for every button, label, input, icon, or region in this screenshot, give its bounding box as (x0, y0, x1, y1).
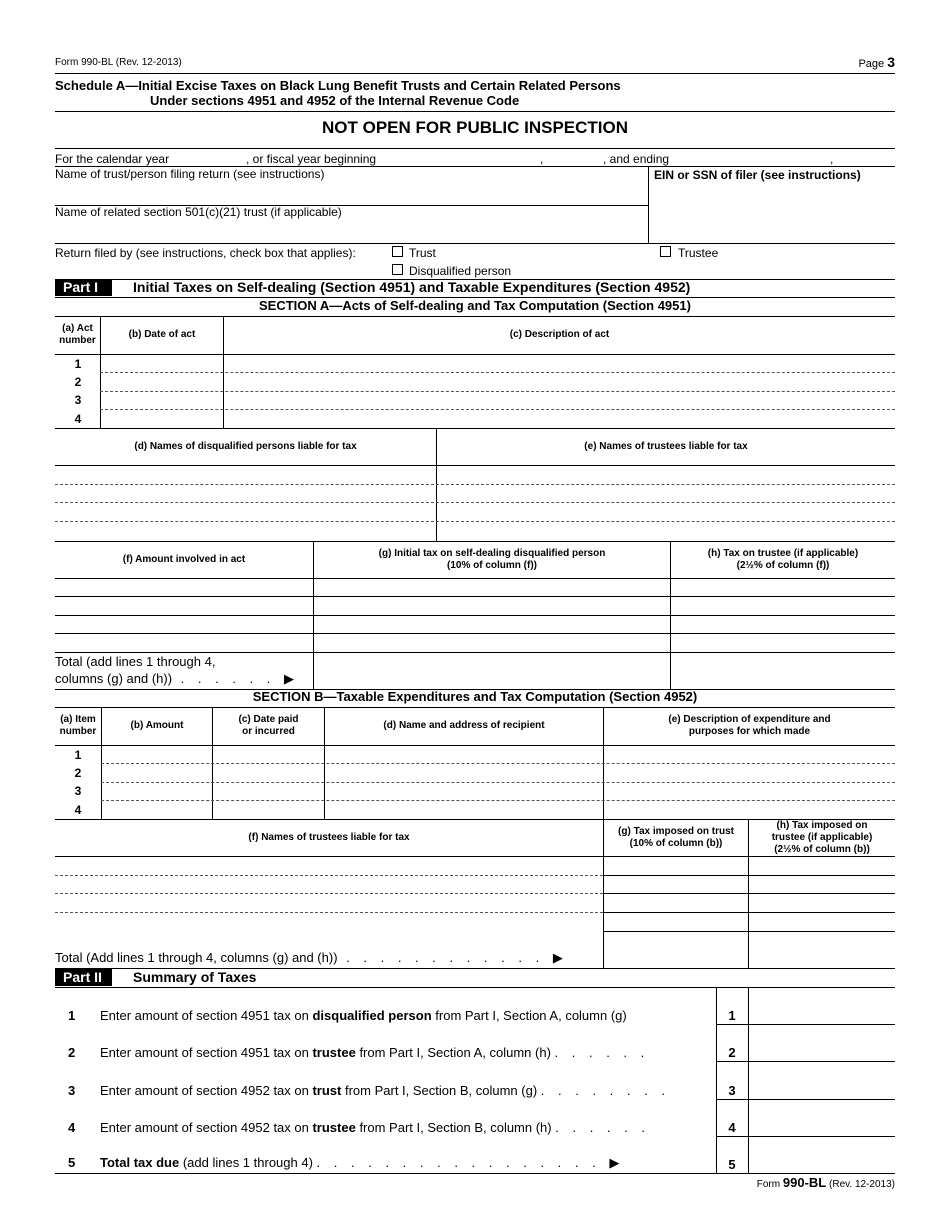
sb-col-b-header: (b) Amount (130, 720, 184, 731)
p2-line-1-bold: disqualified person (312, 1008, 432, 1023)
sa-col-h-line2: (2½% of column (f)) (736, 559, 830, 571)
trust-option-label: Trust (409, 246, 436, 260)
page-indicator (858, 54, 895, 70)
fiscal-begin-year-input[interactable] (548, 152, 600, 166)
part1-tag: Part I (55, 279, 112, 296)
footer-form-id (757, 1175, 895, 1190)
form-revision: Form 990-BL (Rev. 12-2013) (55, 57, 182, 68)
sb-total-text: Total (Add lines 1 through 4, columns (g) and (h)) (55, 950, 338, 965)
sa-col-a-header: (a) Act number (59, 323, 96, 346)
sb-total-g-input[interactable] (607, 936, 744, 964)
p2-line-1-input[interactable] (752, 992, 891, 1020)
arrow-right-icon: ▶ (552, 950, 563, 965)
comma-2: , (830, 152, 834, 166)
sa-total-line1: Total (add lines 1 through 4, (55, 654, 216, 669)
p2-line-4-post: from Part I, Section B, column (h) (355, 1120, 552, 1135)
not-open-notice: NOT OPEN FOR PUBLIC INSPECTION (321, 118, 629, 137)
p2-line-2 (100, 1045, 649, 1060)
p2-line-5-bold: Total tax due (100, 1155, 180, 1170)
and-ending-label: , and ending (603, 152, 670, 166)
related-trust-input[interactable] (58, 222, 643, 240)
sb-total-h-input[interactable] (752, 936, 891, 964)
fiscal-begin-input[interactable] (384, 152, 534, 166)
schedule-title: Schedule A—Initial Excise Taxes on Black Lung Benefit Trusts and Certain Related Persons (55, 78, 621, 93)
filer-name-label: Name of trust/person filing return (see instructions) (55, 167, 325, 181)
sb-row-num: 4 (74, 803, 82, 817)
p2-line-4 (100, 1120, 650, 1135)
p2-line-num: 5 (68, 1155, 76, 1170)
trustee-option-label: Trustee (678, 246, 719, 260)
part1-title: Initial Taxes on Self-dealing (Section 4951) and Taxable Expenditures (Section 4952) (133, 279, 691, 295)
p2-line-num: 2 (68, 1045, 76, 1060)
p2-box-num: 2 (728, 1045, 736, 1060)
sb-col-e-header: (e) Description of expenditure and purposes for which made (668, 714, 831, 737)
sa-col-h-line1: (h) Tax on trustee (if applicable) (707, 547, 859, 559)
p2-box-num: 3 (728, 1083, 736, 1098)
sb-col-h-line1: (h) Tax imposed on trustee (if applicable) (771, 820, 873, 843)
p2-line-3-input[interactable] (752, 1066, 891, 1094)
p2-line-1 (100, 1008, 627, 1023)
calendar-year-label: For the calendar year (55, 152, 170, 166)
section-a-title: SECTION A—Acts of Self-dealing and Tax Computation (Section 4951) (259, 298, 691, 313)
sa-total-line2-wrap (55, 670, 294, 687)
sa-col-d-header: (d) Names of disqualified persons liable for tax (134, 440, 357, 452)
p2-line-num: 3 (68, 1083, 76, 1098)
filer-name-input[interactable] (58, 184, 643, 202)
p2-line-4-pre: Enter amount of section 4952 tax on (100, 1120, 313, 1135)
p2-line-2-input[interactable] (752, 1029, 891, 1057)
p2-line-2-pre: Enter amount of section 4951 tax on (100, 1045, 313, 1060)
sb-row-num: 2 (74, 766, 82, 780)
p2-line-num: 1 (68, 1008, 76, 1023)
sa-col-e-header: (e) Names of trustees liable for tax (584, 440, 748, 452)
p2-line-1-post: from Part I, Section A, column (g) (431, 1008, 627, 1023)
p2-line-5-leader: . . . . . . . . . . . . . . . . . ▶ (316, 1155, 625, 1170)
p2-line-2-leader: . . . . . . (554, 1045, 650, 1060)
sa-col-b-header: (b) Date of act (128, 329, 196, 340)
sa-col-g-line1: (g) Initial tax on self-dealing disqualified person (378, 547, 606, 559)
sb-col-f-header: (f) Names of trustees liable for tax (248, 832, 410, 843)
sb-total-label (55, 950, 563, 966)
p2-line-2-bold: trustee (312, 1045, 356, 1060)
p2-box-num: 4 (728, 1120, 736, 1135)
sb-col-c-header: (c) Date paid or incurred (238, 714, 299, 737)
p2-line-5-post: (add lines 1 through 4) (179, 1155, 313, 1170)
sa-col-g-line2: (10% of column (f)) (447, 559, 537, 571)
p2-line-3-leader: . . . . . . . . (540, 1083, 670, 1098)
p2-line-3-bold: trust (312, 1083, 342, 1098)
page-label: Page (858, 58, 885, 70)
sa-total-leader: . . . . . . (172, 671, 285, 686)
disqualified-person-checkbox[interactable] (392, 264, 403, 275)
sb-col-h-header (749, 818, 895, 858)
sb-col-g-header (604, 820, 748, 856)
sa-row-num: 2 (74, 375, 82, 389)
section-b-title: SECTION B—Taxable Expenditures and Tax Computation (Section 4952) (252, 689, 698, 704)
sa-total-g-input[interactable] (318, 657, 666, 685)
ein-input[interactable] (654, 190, 890, 210)
sa-row-num: 3 (74, 393, 82, 407)
fiscal-year-label: , or fiscal year beginning (246, 152, 377, 166)
sa-total-line2: columns (g) and (h)) (55, 671, 173, 686)
p2-line-3 (100, 1083, 670, 1098)
sa-col-c-header: (c) Description of act (509, 329, 610, 340)
trustee-checkbox[interactable] (660, 246, 671, 257)
ein-label: EIN or SSN of filer (see instructions) (654, 168, 861, 182)
footer-rev: (Rev. 12-2013) (829, 1179, 895, 1190)
sa-col-h-header (671, 542, 895, 577)
sb-total-leader: . . . . . . . . . . . . (337, 950, 553, 965)
sa-total-h-input[interactable] (675, 657, 891, 685)
page-number: 3 (887, 54, 895, 70)
sa-row-num: 4 (74, 412, 82, 426)
sb-row-num: 3 (74, 784, 82, 798)
p2-line-3-post: from Part I, Section B, column (g) (341, 1083, 538, 1098)
p2-line-4-input[interactable] (752, 1104, 891, 1132)
fiscal-end-input[interactable] (676, 152, 824, 166)
footer-form-number: 990-BL (782, 1175, 827, 1190)
comma-1: , (540, 152, 544, 166)
p2-line-5 (100, 1155, 624, 1171)
trust-checkbox[interactable] (392, 246, 403, 257)
related-trust-label: Name of related section 501(c)(21) trust (if applicable) (55, 205, 342, 219)
sa-col-g-header (314, 542, 670, 577)
p2-line-1-pre: Enter amount of section 4951 tax on (100, 1008, 313, 1023)
footer-form-label: Form (756, 1179, 781, 1190)
part2-title: Summary of Taxes (133, 969, 257, 985)
p2-line-5-input[interactable] (752, 1141, 891, 1169)
return-filed-by-label: Return filed by (see instructions, check box that applies): (55, 246, 356, 260)
part2-tag: Part II (55, 969, 112, 986)
disqualified-option-label: Disqualified person (409, 264, 512, 278)
sb-col-d-header: (d) Name and address of recipient (383, 720, 545, 731)
p2-line-num: 4 (68, 1120, 76, 1135)
sb-col-a-header: (a) Item number (59, 714, 97, 737)
calendar-year-input[interactable] (177, 152, 243, 166)
sa-col-f-header: (f) Amount involved in act (122, 553, 246, 565)
p2-line-4-bold: trustee (312, 1120, 356, 1135)
schedule-subtitle: Under sections 4951 and 4952 of the Internal Revenue Code (150, 93, 520, 108)
sa-total-label (55, 653, 294, 687)
p2-box-num: 1 (728, 1008, 736, 1023)
sb-col-g-line1: (g) Tax imposed on trust (618, 826, 734, 837)
sb-col-g-line2: (10% of column (b)) (629, 838, 723, 849)
p2-box-num: 5 (728, 1157, 736, 1172)
sb-col-h-line2: (2½% of column (b)) (774, 844, 870, 855)
sb-row-num: 1 (74, 748, 82, 762)
p2-line-4-leader: . . . . . . (555, 1120, 650, 1135)
p2-line-3-pre: Enter amount of section 4952 tax on (100, 1083, 313, 1098)
p2-line-2-post: from Part I, Section A, column (h) (355, 1045, 551, 1060)
arrow-right-icon: ▶ (284, 671, 295, 686)
sa-row-num: 1 (74, 357, 82, 371)
